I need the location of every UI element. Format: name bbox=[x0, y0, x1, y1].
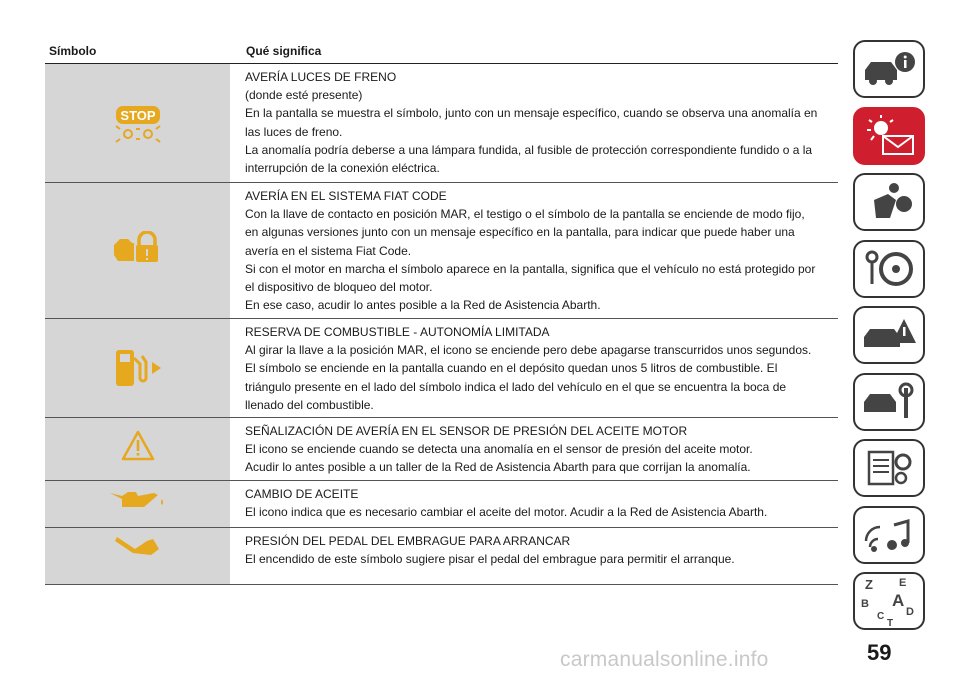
tab-car-info[interactable] bbox=[853, 40, 925, 98]
symbol-cell bbox=[45, 418, 230, 480]
symbol-cell bbox=[45, 64, 230, 182]
warning-lamp-message-icon bbox=[859, 114, 919, 158]
watermark: carmanualsonline.info bbox=[560, 648, 769, 671]
row-line: Con la llave de contacto en posición MAR, el testigo o el símbolo de la pantalla se enciende de modo fijo, bbox=[245, 207, 805, 222]
table-row bbox=[45, 418, 838, 481]
row-title: PRESIÓN DEL PEDAL DEL EMBRAGUE PARA ARRANCAR bbox=[245, 534, 571, 548]
tab-index[interactable] bbox=[853, 572, 925, 630]
key-steering-wheel-icon bbox=[862, 247, 916, 291]
row-title: AVERÍA LUCES DE FRENO bbox=[245, 70, 397, 84]
symbol-cell bbox=[45, 481, 230, 527]
seat-airbag-icon bbox=[864, 180, 914, 224]
table-row bbox=[45, 319, 838, 418]
meaning-cell bbox=[230, 319, 838, 417]
meaning-cell bbox=[230, 481, 838, 527]
symbol-cell bbox=[45, 319, 230, 417]
row-line: Al girar la llave a la posición MAR, el icono se enciende pero debe apagarse transcurridos unos segundos. bbox=[245, 343, 812, 358]
tab-driving[interactable] bbox=[853, 240, 925, 298]
svg-text:E: E bbox=[899, 577, 907, 589]
row-line: El encendido de este símbolo sugiere pisar el pedal del embrague para permitir el arranque. bbox=[245, 552, 735, 567]
signal-music-icon bbox=[862, 513, 916, 557]
row-line: las luces de freno. bbox=[245, 124, 343, 139]
warning-triangle-icon bbox=[121, 430, 155, 462]
row-title: CAMBIO DE ACEITE bbox=[245, 487, 359, 501]
symbol-cell bbox=[45, 183, 230, 318]
row-line: llenado del combustible. bbox=[245, 397, 374, 412]
row-line: Si con el motor en marcha el símbolo aparece en la pantalla, significa que el vehículo no está protegido por bbox=[245, 261, 816, 276]
svg-text:B: B bbox=[861, 598, 869, 610]
row-line: en algunas versiones junto con un mensaje específico en la pantalla, para indicar que puede haber una bbox=[245, 225, 795, 240]
meaning-cell bbox=[230, 183, 838, 318]
table-row bbox=[45, 183, 838, 319]
row-line: El símbolo se enciende en la pantalla cuando en el depósito quedan unos 5 litros de combustible. El bbox=[245, 361, 778, 376]
car-wrench-icon bbox=[860, 382, 918, 422]
tab-emergency[interactable] bbox=[853, 306, 925, 364]
row-line: La anomalía podría deberse a una lámpara fundida, al fusible de protección correspondiente fundido o a la bbox=[245, 142, 813, 157]
warning-symbols-table bbox=[45, 63, 838, 585]
row-line: (donde esté presente) bbox=[245, 88, 363, 103]
row-line: avería en el sistema Fiat Code. bbox=[245, 243, 412, 258]
row-line: el dispositivo de bloqueo del motor. bbox=[245, 280, 433, 295]
tab-specifications[interactable] bbox=[853, 439, 925, 497]
meaning-cell bbox=[230, 418, 838, 480]
page-number: 59 bbox=[867, 640, 892, 665]
row-line: triángulo presente en el lado del símbolo indica el lado del vehículo en el que se encuentra la boca de bbox=[245, 379, 787, 394]
row-line: En ese caso, acudir lo antes posible a la Red de Asistencia Abarth. bbox=[245, 298, 601, 313]
table-row bbox=[45, 64, 838, 183]
row-title: AVERÍA EN EL SISTEMA FIAT CODE bbox=[245, 189, 447, 203]
svg-text:C: C bbox=[877, 611, 885, 622]
meaning-cell bbox=[230, 64, 838, 182]
svg-text:STOP: STOP bbox=[119, 108, 156, 123]
symbol-cell bbox=[45, 528, 230, 584]
row-line: El icono indica que es necesario cambiar el aceite del motor. Acudir a la Red de Asistencia Abarth. bbox=[245, 505, 768, 520]
row-line: interrupción de la conexión eléctrica. bbox=[245, 161, 440, 176]
fuel-reserve-icon bbox=[112, 348, 164, 388]
clutch-pedal-icon bbox=[113, 531, 163, 557]
tab-safety[interactable] bbox=[853, 173, 925, 231]
row-title: SEÑALIZACIÓN DE AVERÍA EN EL SENSOR DE PRESIÓN DEL ACEITE MOTOR bbox=[245, 424, 688, 438]
table-row bbox=[45, 528, 838, 585]
meaning-cell bbox=[230, 528, 838, 584]
row-line: Acudir lo antes posible a un taller de la Red de Asistencia Abarth para que corrijan la anomalía. bbox=[245, 460, 751, 475]
tab-maintenance[interactable] bbox=[853, 373, 925, 431]
car-info-icon bbox=[861, 50, 917, 88]
fiat-code-lock-icon bbox=[112, 231, 164, 265]
row-line: El icono se enciende cuando se detecta una anomalía en el sensor de presión del aceite motor. bbox=[245, 442, 753, 457]
svg-text:D: D bbox=[906, 606, 914, 618]
svg-text:T: T bbox=[887, 618, 894, 627]
list-gear-icon bbox=[861, 446, 917, 490]
oil-change-icon bbox=[108, 487, 168, 509]
row-line: En la pantalla se muestra el símbolo, junto con un mensaje específico, cuando se observa una anomalía en bbox=[245, 106, 818, 121]
row-title: RESERVA DE COMBUSTIBLE - AUTONOMÍA LIMITADA bbox=[245, 325, 550, 339]
stop-lamp-failure-icon bbox=[108, 104, 168, 144]
header-meaning: Qué significa bbox=[246, 44, 322, 58]
alphabet-index-icon bbox=[859, 575, 919, 627]
chapter-tabs bbox=[853, 40, 925, 639]
svg-text:Z: Z bbox=[865, 577, 873, 592]
tab-warning-lights[interactable] bbox=[853, 107, 925, 165]
table-row bbox=[45, 481, 838, 528]
tab-multimedia[interactable] bbox=[853, 506, 925, 564]
svg-text:A: A bbox=[892, 591, 905, 610]
car-warning-icon bbox=[860, 315, 918, 355]
header-symbol: Símbolo bbox=[49, 44, 97, 58]
